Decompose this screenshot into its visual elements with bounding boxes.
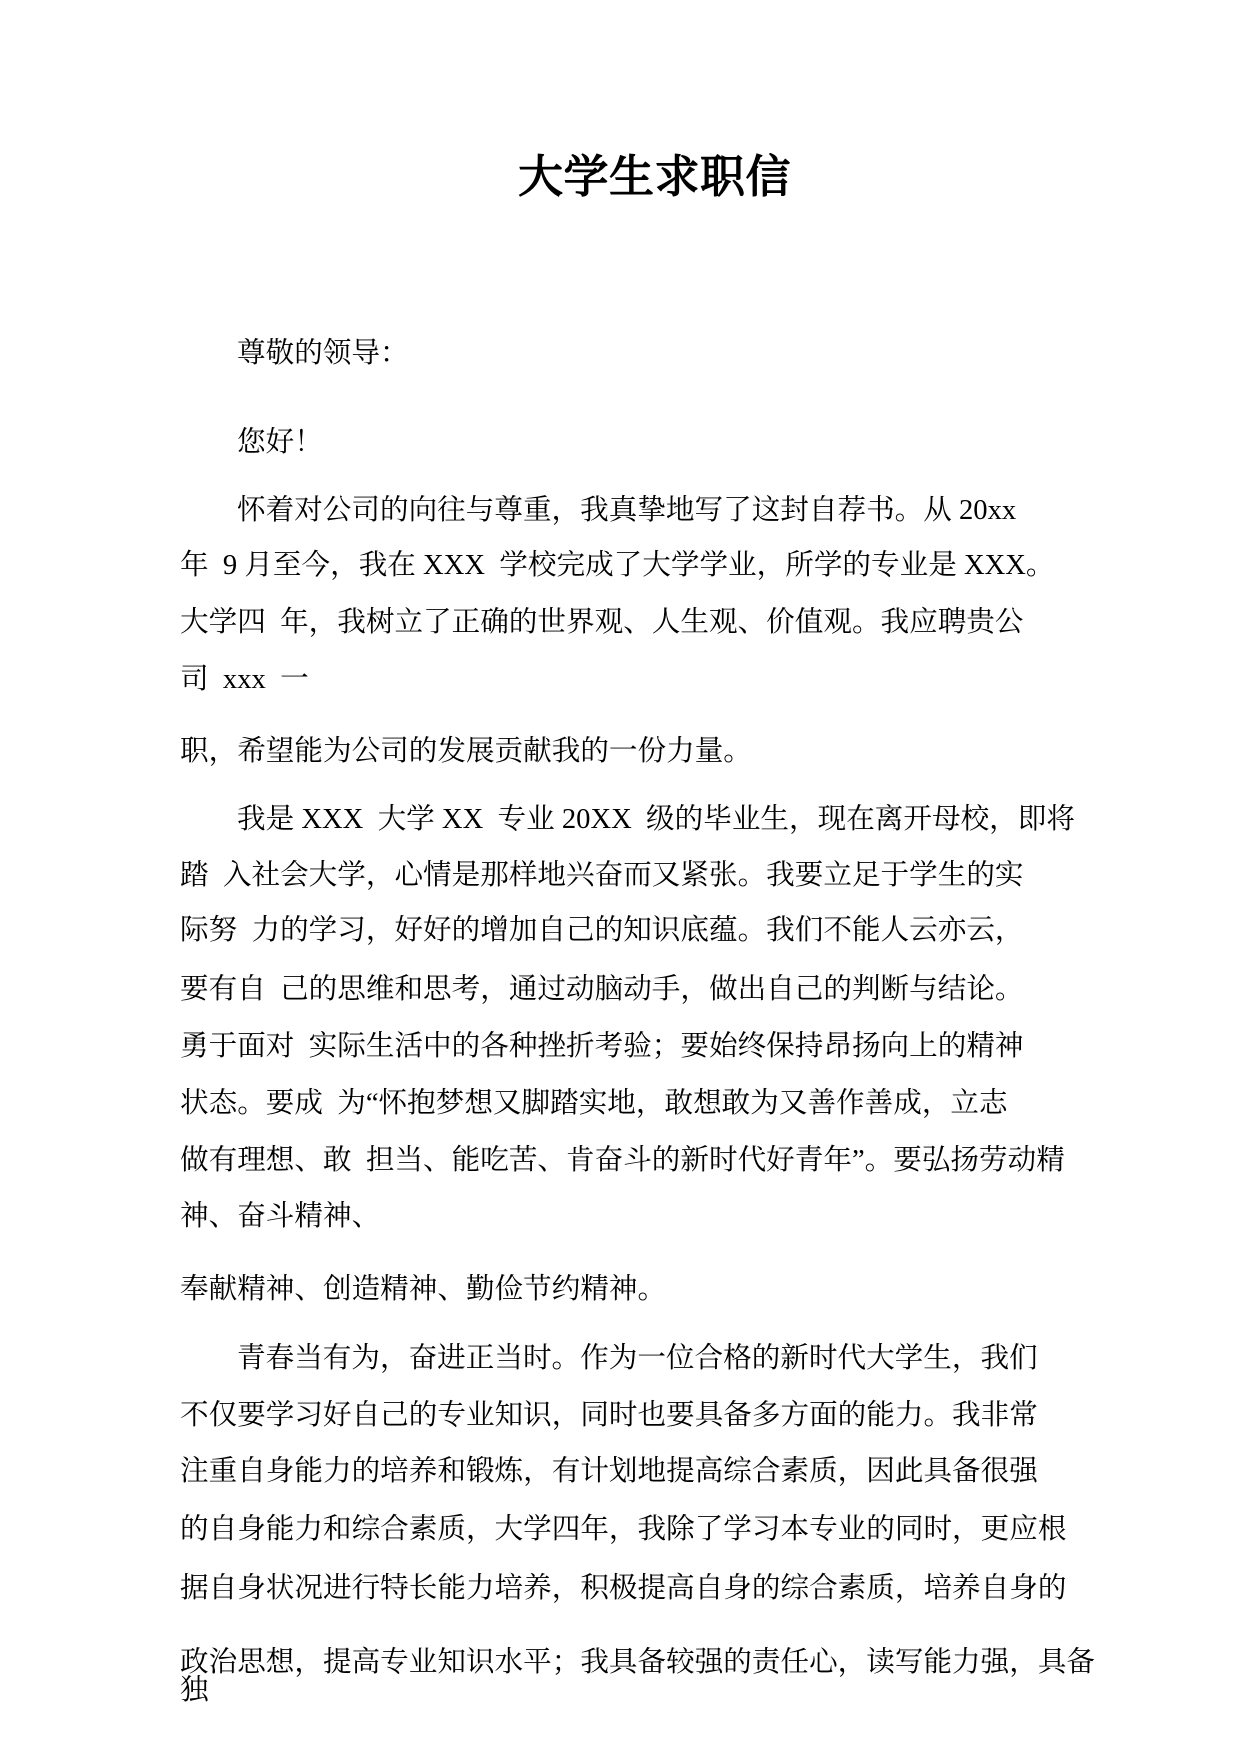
- salutation: 尊敬的领导：: [237, 338, 409, 369]
- text-line: 际努 力的学习，好好的增加自己的知识底蕴。我们不能人云亦云，: [180, 915, 1024, 946]
- text-line: 政治思想，提高专业知识水平；我具备较强的责任心，读写能力强，具备: [180, 1647, 1096, 1678]
- text-line: 勇于面对 实际生活中的各种挫折考验；要始终保持昂扬向上的精神: [180, 1031, 1024, 1062]
- text-line: 怀着对公司的向往与尊重，我真挚地写了这封自荐书。从 20xx: [237, 495, 1017, 526]
- text-line: 大学四 年，我树立了正确的世界观、人生观、价值观。我应聘贵公: [180, 607, 1024, 638]
- text-line: 据自身状况进行特长能力培养，积极提高自身的综合素质，培养自身的: [180, 1573, 1067, 1604]
- text-line: 奉献精神、创造精神、勤俭节约精神。: [180, 1274, 667, 1305]
- text-line: 的自身能力和综合素质，大学四年，我除了学习本专业的同时，更应根: [180, 1514, 1067, 1545]
- text-line: 年 9 月至今，我在 XXX 学校完成了大学学业，所学的专业是 XXX。: [180, 550, 1055, 581]
- document-title: 大学生求职信: [518, 152, 792, 202]
- text-line: 青春当有为，奋进正当时。作为一位合格的新时代大学生，我们: [237, 1343, 1038, 1374]
- text-line: 要有自 己的思维和思考，通过动脑动手，做出自己的判断与结论。: [180, 974, 1024, 1005]
- text-line: 我是 XXX 大学 XX 专业 20XX 级的毕业生，现在离开母校，即将: [237, 804, 1075, 835]
- text-line: 踏 入社会大学，心情是那样地兴奋而又紧张。我要立足于学生的实: [180, 860, 1024, 891]
- text-line: 神、奋斗精神、: [180, 1201, 381, 1232]
- text-line: 独: [180, 1675, 209, 1706]
- text-line: 职，希望能为公司的发展贡献我的一份力量。: [180, 736, 752, 767]
- text-line: 不仅要学习好自己的专业知识，同时也要具备多方面的能力。我非常: [180, 1400, 1038, 1431]
- text-line: 做有理想、敢 担当、能吃苦、肯奋斗的新时代好青年”。要弘扬劳动精: [180, 1145, 1065, 1176]
- text-line: 状态。要成 为“怀抱梦想又脚踏实地，敢想敢为又善作善成，立志: [180, 1088, 1008, 1119]
- text-line: 司 xxx 一: [180, 664, 309, 695]
- greeting: 您好！: [237, 427, 323, 458]
- text-line: 注重自身能力的培养和锻炼，有计划地提高综合素质，因此具备很强: [180, 1456, 1038, 1487]
